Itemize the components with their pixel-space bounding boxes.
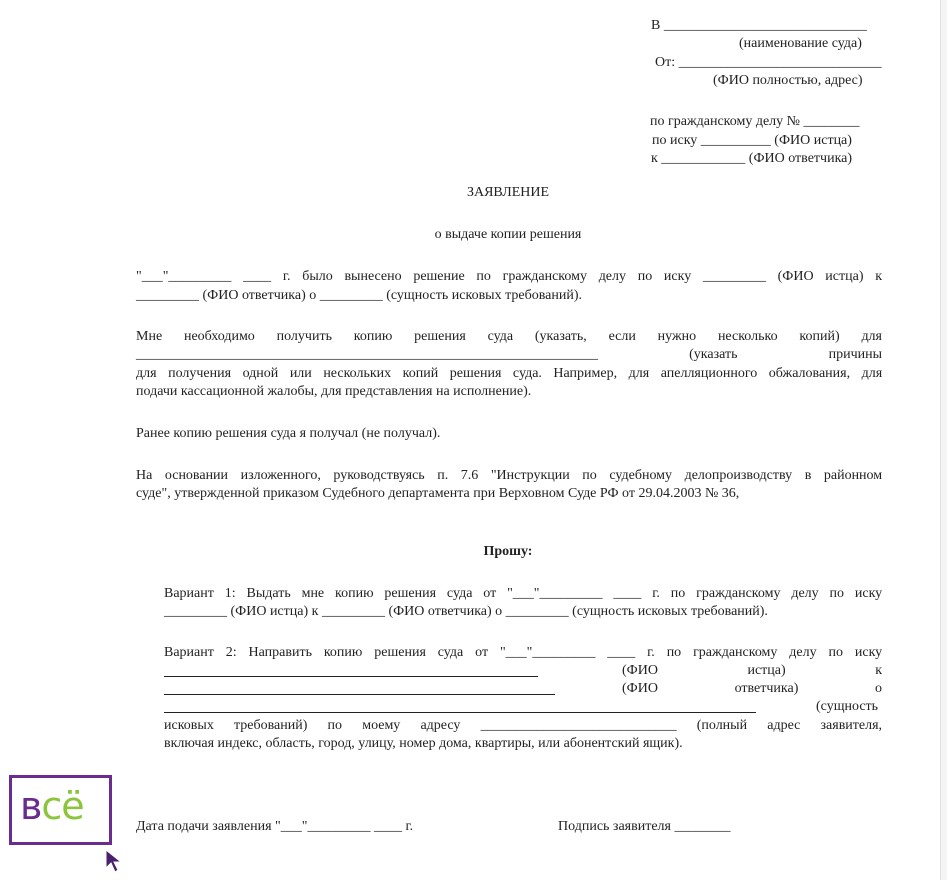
word: На <box>136 468 153 483</box>
word: по <box>327 718 343 733</box>
cursor-arrow-icon <box>104 848 124 874</box>
word: по <box>828 645 843 660</box>
word: г. <box>652 586 660 601</box>
sender-line: От: _____________________________ <box>655 55 882 70</box>
word: ____________________________ <box>480 718 677 733</box>
word: к <box>875 663 882 678</box>
word: гражданскому <box>696 586 781 601</box>
submission-date-line: Дата подачи заявления "___"_________ ____ г. <box>136 819 414 834</box>
paragraph-1-line-2: _________ (ФИО ответчика) о _________ (сущность исковых требований). <box>136 288 582 303</box>
vse-logo-letter-v: в <box>20 784 42 828</box>
paragraph-3: Ранее копию решения суда я получал (не получал). <box>136 426 441 441</box>
page-edge <box>940 0 947 880</box>
word: (ФИО <box>622 681 658 696</box>
word: 2: <box>225 645 237 660</box>
word: гражданскому <box>502 269 587 284</box>
word: моему <box>362 718 401 733</box>
word: истца) <box>825 269 864 284</box>
word: (указать, <box>534 329 587 344</box>
word: иску <box>854 586 883 601</box>
word: делу <box>791 586 819 601</box>
variant-2-line-5 <box>164 717 882 735</box>
word: мне <box>301 586 325 601</box>
word: апелляционного <box>660 366 758 381</box>
word: для <box>628 366 650 381</box>
word: копию <box>335 586 374 601</box>
word: _________ <box>702 269 766 284</box>
word: обжалования, <box>768 366 851 381</box>
word: копию <box>353 329 393 344</box>
word: "___"_________ <box>499 645 596 660</box>
defendant-line: к ____________ (ФИО ответчика) <box>651 151 853 166</box>
word: руководствуясь <box>333 468 425 483</box>
word: Выдать <box>246 586 291 601</box>
word: г. <box>282 269 291 284</box>
word: 1: <box>224 586 236 601</box>
word: получения <box>168 366 232 381</box>
variant-2-line-6: включая индекс, область, город, улицу, номер дома, квартиры, или абонентский ящик). <box>164 736 683 751</box>
word: 7.6 <box>460 468 479 483</box>
request-heading: Прошу: <box>483 544 533 559</box>
word: по <box>670 586 686 601</box>
paragraph-4-line-1 <box>136 467 882 485</box>
word: ____ <box>613 586 642 601</box>
word: суда <box>437 645 464 660</box>
word: по <box>829 586 845 601</box>
word: "___"_________ <box>136 269 232 284</box>
word: исковых <box>164 718 214 733</box>
word: Направить <box>248 645 312 660</box>
paragraph-2-line-4: подачи кассационной жалобы, для представления на исполнение). <box>136 384 532 399</box>
variant-2-line-1 <box>164 644 882 662</box>
word: требований) <box>233 718 308 733</box>
blank-claims-rule <box>164 712 756 713</box>
word: суда <box>487 329 514 344</box>
word: гражданскому <box>693 645 778 660</box>
word: решение <box>413 269 465 284</box>
word: по <box>666 645 682 660</box>
word: по <box>476 269 491 284</box>
paragraph-2-line-1 <box>136 328 882 346</box>
word: нужно <box>657 329 697 344</box>
variant-2-line-2 <box>622 662 882 680</box>
word: вынесено <box>344 269 402 284</box>
word: или <box>289 366 312 381</box>
word: истца) <box>747 663 786 678</box>
word: иску <box>854 645 883 660</box>
word: в <box>804 468 812 483</box>
variant-2-line-3 <box>622 680 882 698</box>
word: (полный <box>696 718 748 733</box>
word: копий <box>402 366 439 381</box>
word: судебному <box>609 468 673 483</box>
vse-logo <box>9 775 112 845</box>
word: (ФИО <box>777 269 814 284</box>
word: получить <box>276 329 332 344</box>
paragraph-4-line-2: суде", утвержденной приказом Судебного департамента при Верховном Суде РФ от 29.04.2003 № 36, <box>136 486 740 501</box>
word: о <box>875 681 882 696</box>
word: к <box>875 269 883 284</box>
addressee-court-line: В _____________________________ <box>651 18 867 33</box>
word: Вариант <box>164 586 214 601</box>
word: решения <box>384 586 437 601</box>
word: адресу <box>420 718 461 733</box>
word: Например, <box>553 366 618 381</box>
word: копий) <box>799 329 840 344</box>
word: (указать <box>689 347 738 362</box>
word: одной <box>242 366 279 381</box>
word: от <box>475 645 489 660</box>
paragraph-1-line-1 <box>136 268 882 286</box>
word: "___"_________ <box>507 586 603 601</box>
word: несколько <box>717 329 778 344</box>
word: причины <box>828 347 882 362</box>
word: делопроизводству <box>684 468 793 483</box>
word: ответчика) <box>734 681 799 696</box>
word: п. <box>437 468 449 483</box>
word: ____ <box>243 269 272 284</box>
sender-caption: (ФИО полностью, адрес) <box>713 73 863 88</box>
word: делу <box>598 269 627 284</box>
variant-1-line-2: _________ (ФИО истца) к _________ (ФИО ответчика) о _________ (сущность исковых требований). <box>164 604 768 619</box>
vse-logo-text <box>20 782 84 830</box>
court-name-caption: (наименование суда) <box>739 36 862 51</box>
word: основании <box>164 468 229 483</box>
word: адрес <box>767 718 801 733</box>
word: решения <box>414 329 466 344</box>
word: от <box>483 586 497 601</box>
word: по <box>582 468 597 483</box>
blank-defendant-rule <box>164 694 555 695</box>
case-number-line: по гражданскому делу № ________ <box>650 114 860 129</box>
word: Мне <box>136 329 163 344</box>
paragraph-2-line-3 <box>136 365 882 383</box>
word: решения <box>449 366 502 381</box>
word: (ФИО <box>622 663 658 678</box>
word: для <box>861 329 882 344</box>
word: если <box>608 329 636 344</box>
word: было <box>302 269 333 284</box>
word: г. <box>647 645 655 660</box>
document-subtitle: о выдаче копии решения <box>434 227 582 242</box>
word: суда <box>446 586 473 601</box>
word: __________________________________________________________________ <box>136 347 598 362</box>
applicant-signature-line: Подпись заявителя ________ <box>558 819 731 834</box>
word: делу <box>789 645 817 660</box>
word: заявителя, <box>820 718 883 733</box>
word: суда. <box>512 366 542 381</box>
word: необходимо <box>183 329 255 344</box>
word: "Инструкции <box>490 468 570 483</box>
claimant-line: по иску __________ (ФИО истца) <box>652 133 852 148</box>
variant-2-line-4 <box>816 698 878 716</box>
word: иску <box>663 269 692 284</box>
word: Вариант <box>164 645 214 660</box>
paragraph-2-line-2 <box>136 346 882 364</box>
vse-logo-letters: сё <box>41 784 84 828</box>
word: ____ <box>607 645 636 660</box>
document-title: ЗАЯВЛЕНИЕ <box>466 185 550 200</box>
word: для <box>136 366 157 381</box>
word: районном <box>823 468 883 483</box>
word: нескольких <box>323 366 392 381</box>
blank-claimant-rule <box>164 676 538 677</box>
variant-1-line-1 <box>164 585 882 603</box>
word: изложенного, <box>240 468 321 483</box>
word: (сущность <box>816 699 879 714</box>
word: для <box>861 366 883 381</box>
word: по <box>637 269 653 284</box>
word: копию <box>323 645 363 660</box>
word: решения <box>374 645 426 660</box>
